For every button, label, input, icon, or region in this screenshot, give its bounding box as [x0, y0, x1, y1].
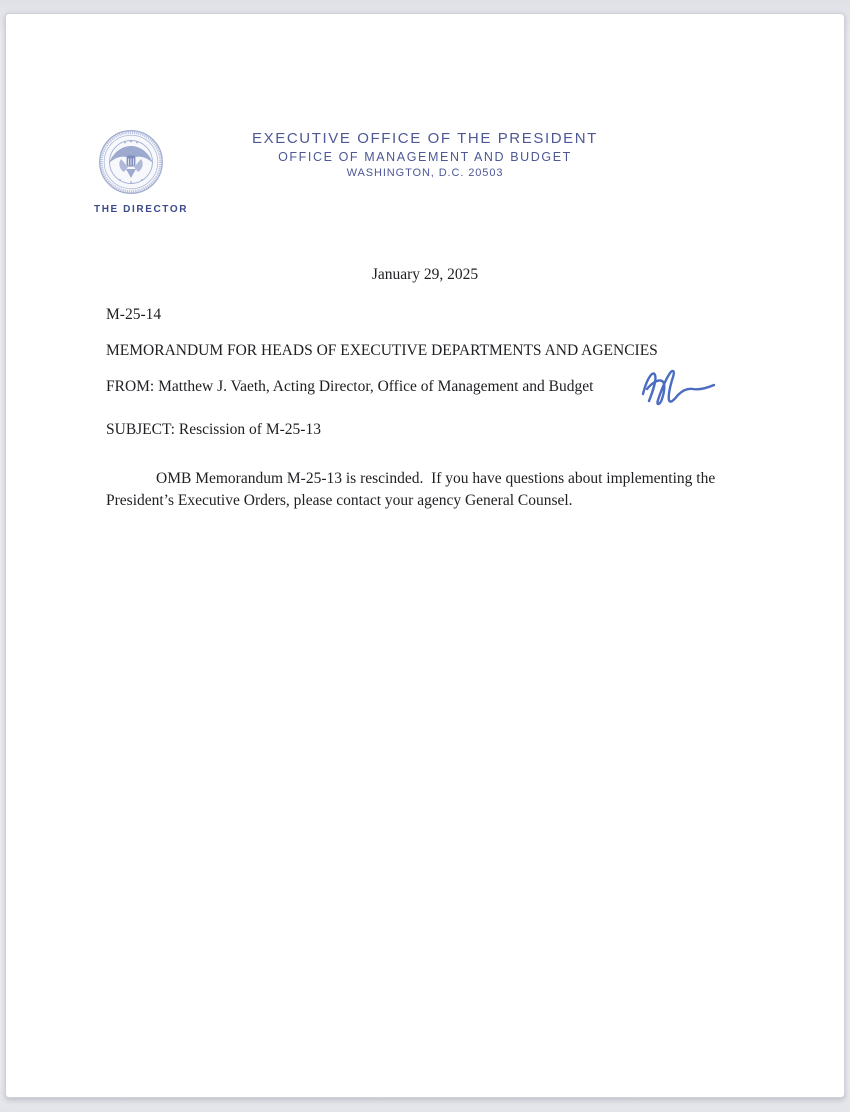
signature-ink-icon	[638, 366, 718, 408]
memo-body-line2: President’s Executive Orders, please contact your agency General Counsel.	[106, 492, 573, 509]
memo-body	[106, 468, 756, 512]
letterhead-line2: OFFICE OF MANAGEMENT AND BUDGET	[278, 150, 572, 164]
memorandum-for-line: MEMORANDUM FOR HEADS OF EXECUTIVE DEPARTMENTS AND AGENCIES	[106, 342, 658, 359]
memo-date: January 29, 2025	[371, 266, 479, 283]
from-line: FROM: Matthew J. Vaeth, Acting Director, Office of Management and Budget	[106, 378, 594, 395]
memo-body-line1: OMB Memorandum M-25-13 is rescinded. If you have questions about implementing the	[156, 470, 716, 487]
subject-line: SUBJECT: Rescission of M-25-13	[106, 421, 321, 438]
memo-number: M-25-14	[106, 306, 162, 323]
director-label: THE DIRECTOR	[94, 204, 189, 215]
memo-page	[5, 13, 845, 1098]
letterhead-line3: WASHINGTON, D.C. 20503	[346, 167, 504, 179]
letterhead-line1: EXECUTIVE OFFICE OF THE PRESIDENT	[252, 130, 598, 147]
